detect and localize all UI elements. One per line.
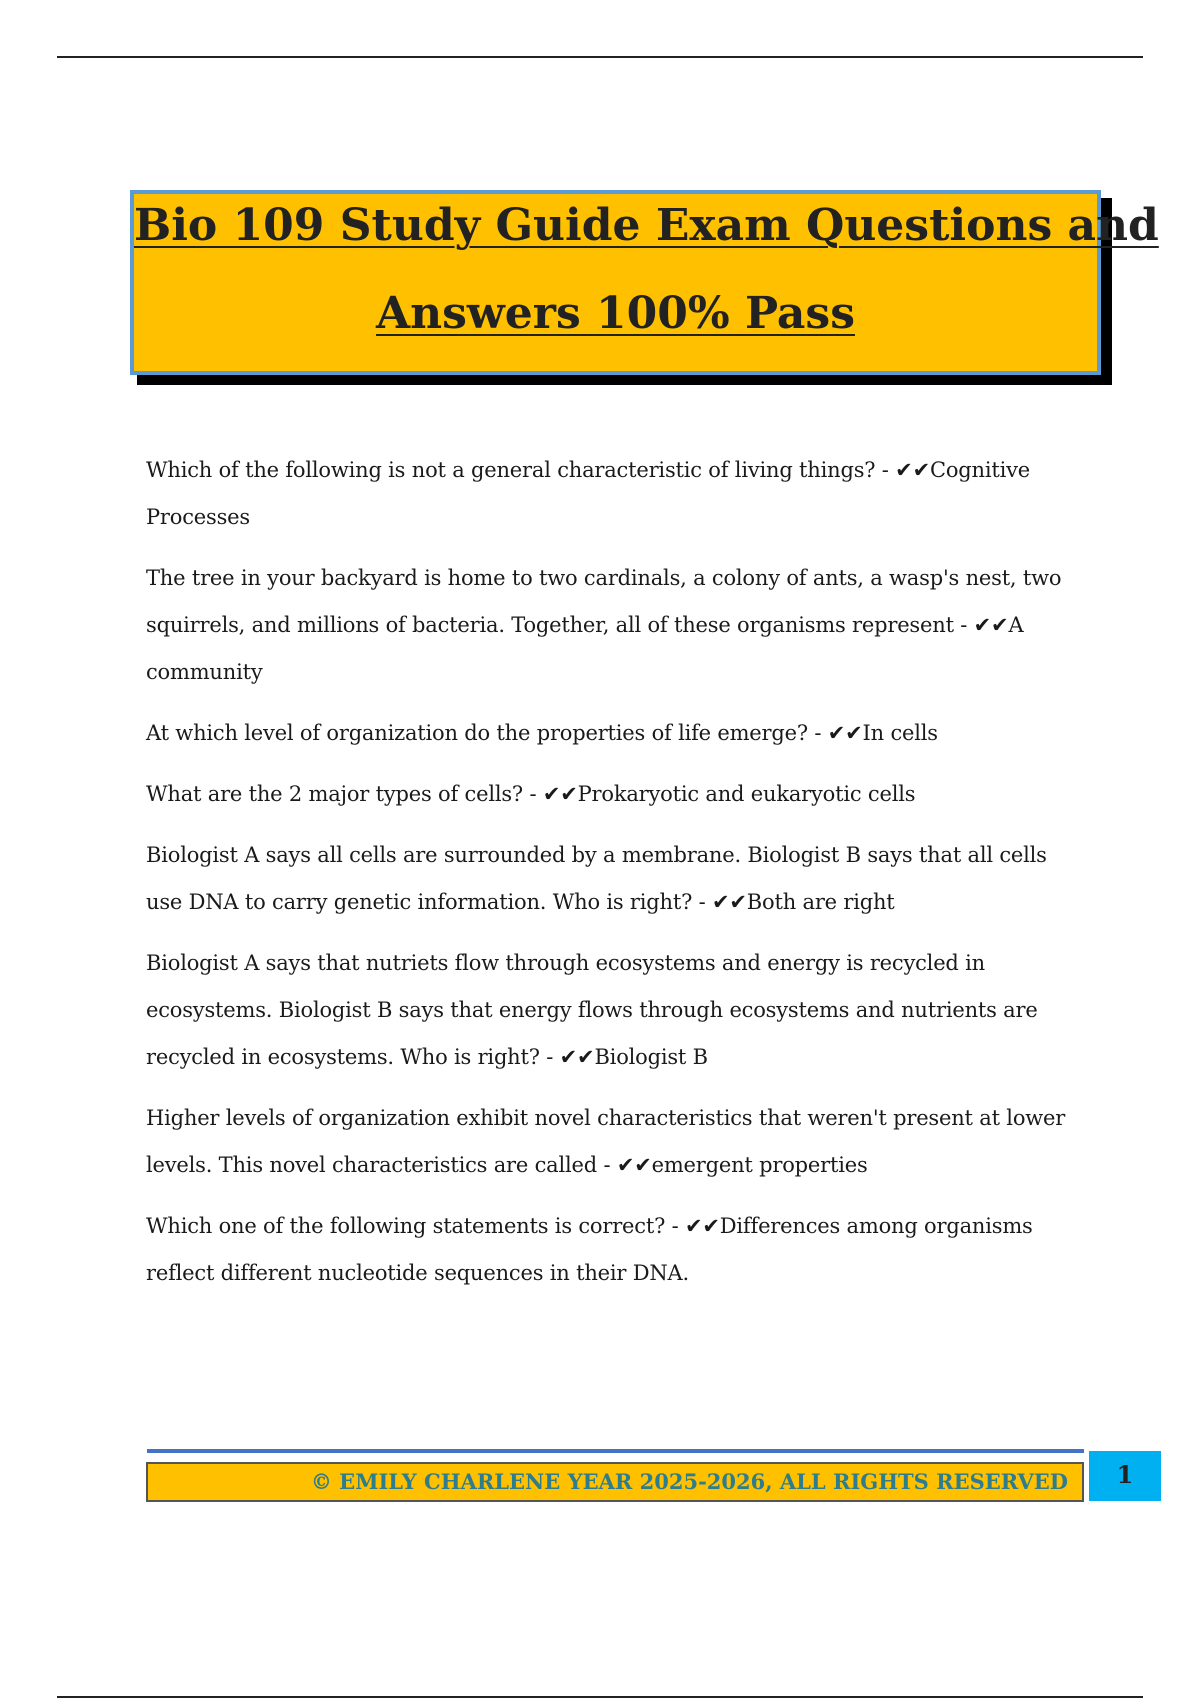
qa-item: What are the 2 major types of cells? - ✔✔Prokaryotic and eukaryotic cells — [146, 782, 916, 806]
title-banner — [130, 190, 1159, 375]
page-number-badge — [1089, 1451, 1161, 1501]
title-line-2 — [134, 288, 1097, 340]
qa-item: Higher levels of organization exhibit novel characteristics that weren't present at lower levels. This novel characteristics are called - ✔✔emergent properties — [146, 1106, 1066, 1177]
qa-item: Biologist A says that nutriets flow through ecosystems and energy is recycled in ecosystems. Biologist B says that energy flows through ecosystems and nutrients are recycled in ecosystems. Who is right? - ✔✔Biologist B — [146, 951, 1038, 1069]
top-rule — [57, 56, 1143, 58]
qa-item: Which of the following is not a general characteristic of living things? - ✔✔Cognitive Processes — [146, 458, 1031, 529]
bottom-rule — [57, 1696, 1143, 1698]
qa-item: At which level of organization do the properties of life emerge? - ✔✔In cells — [146, 721, 938, 745]
footer-banner — [146, 1462, 1084, 1502]
footer-rule — [147, 1449, 1084, 1453]
qa-item: The tree in your backyard is home to two cardinals, a colony of ants, a wasp's nest, two squirrels, and millions of bacteria. Together, all of these organisms represent - ✔✔A community — [146, 566, 1062, 684]
qa-item: Which one of the following statements is correct? - ✔✔Differences among organisms reflect different nucleotide sequences in their DNA. — [146, 1214, 1033, 1285]
question-answer-list — [146, 447, 1086, 1311]
copyright-text: © EMILY CHARLENE YEAR 2025-2026, ALL RIGHTS RESERVED — [310, 1469, 1068, 1494]
title-line-1-text: Bio 109 Study Guide Exam Questions and — [134, 200, 1159, 251]
title-line-2-text: Answers 100% Pass — [376, 288, 855, 339]
qa-item: Biologist A says all cells are surrounded by a membrane. Biologist B says that all cells use DNA to carry genetic information. Who is right? - ✔✔Both are right — [146, 843, 1047, 914]
title-line-1 — [134, 200, 1159, 252]
page-number: 1 — [1116, 1460, 1134, 1489]
